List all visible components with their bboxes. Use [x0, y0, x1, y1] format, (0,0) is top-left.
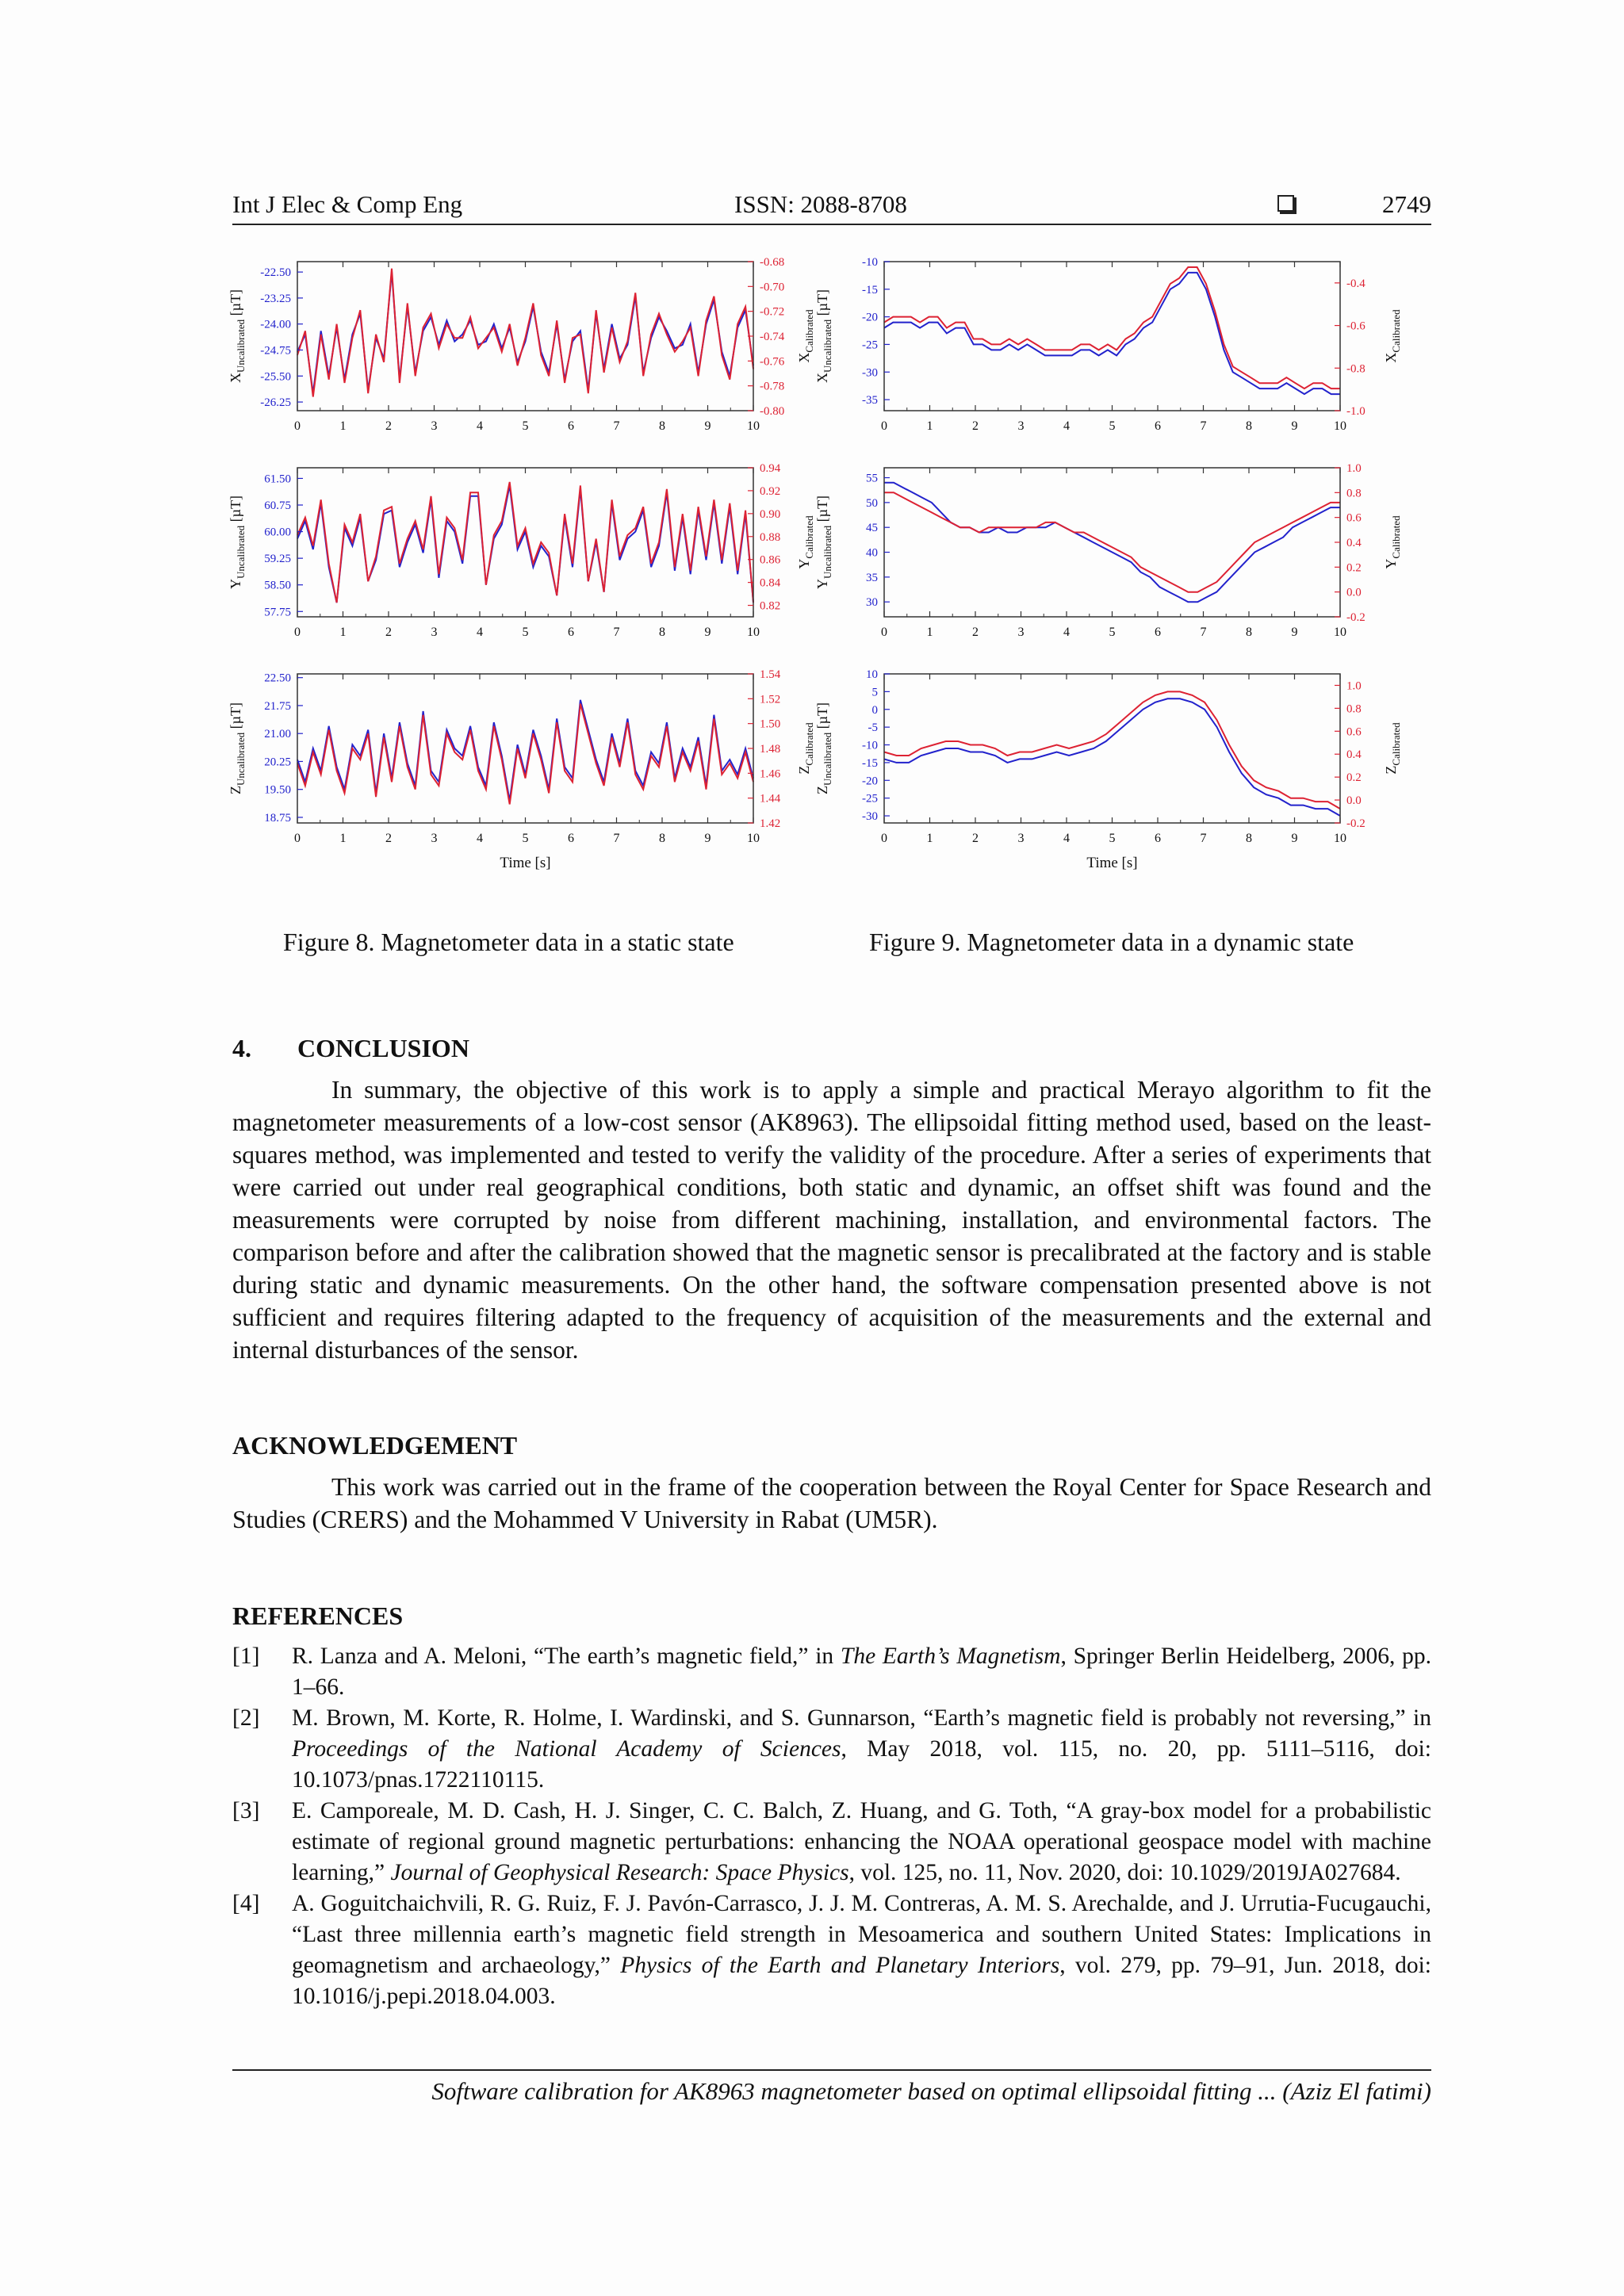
y-right-tick-label: 1.44	[760, 792, 781, 806]
x-tick-label: 0	[294, 832, 301, 845]
y-right-tick-label: 0.2	[1346, 771, 1362, 785]
x-tick-label: 2	[385, 419, 392, 433]
y-left-tick-label: 0	[871, 703, 878, 717]
acknowledgement-paragraph: This work was carried out in the frame of the cooperation between the Royal Center for Space Research and Studies (CRERS) and the Mohammed V University in Rabat (UM5R).	[232, 1473, 1431, 1533]
y-left-axis-label	[228, 702, 247, 794]
x-tick-label: 6	[1155, 626, 1161, 639]
y-right-tick-label: 0.4	[1346, 537, 1362, 549]
series-calibrated-line	[297, 482, 753, 603]
y-left-tick-label: -10	[862, 256, 878, 269]
y-left-tick-label: 40	[866, 546, 878, 560]
x-tick-label: 4	[1063, 832, 1070, 845]
y-right-tick-label: 0.84	[760, 576, 781, 590]
x-axis-label: Time [s]	[500, 855, 551, 871]
svg-text:ZUncalibrated [µT]: $Z_{Uncalibrated}$ [µT]	[228, 702, 247, 794]
y-right-tick-label: 0.6	[1346, 725, 1362, 739]
svg-text:XCalibrated: $X_{Calibrated}$	[796, 309, 815, 363]
reference-text: M. Brown, M. Korte, R. Holme, I. Wardinski, and S. Gunnarson, “Earth’s magnetic field is probably not reversing,” in Proceedings of the National Academy of Sciences, May 2018, vol. 115, no. 20, pp. 5111–5116, doi: 10.1073/pnas.1722110115.	[292, 1705, 1431, 1793]
acknowledgement-body	[232, 1471, 1431, 1536]
x-tick-label: 3	[1017, 832, 1025, 845]
y-left-axis-label	[228, 496, 247, 589]
conclusion-paragraph: In summary, the objective of this work is to apply a simple and practical Merayo algorithm to fit the magnetometer measurements of a low-cost sensor (AK8963). The ellipsoidal fitting method used, based on the least-squares method, was implemented and tested to verify the validity of the procedure. After a series of experiments that were carried out under real geographical conditions, both static and dynamic, an offset shift was found and the measurements were corrupted by noise from different machining, installation, and environmental factors. The comparison before and after the calibration showed that the magnetic sensor is precalibrated at the factory and is stable during static and dynamic measurements. On the other hand, the software compensation presented above is not sufficient and requires filtering adapted to the frequency of acquisition of the measurements and the external and internal disturbances of the sensor.	[232, 1076, 1431, 1364]
x-tick-label: 5	[522, 419, 529, 433]
chart-static-z	[226, 666, 829, 896]
y-right-tick-label: 1.52	[760, 693, 781, 706]
svg-text:YCalibrated: $Y_{Calibrated}$	[1383, 515, 1402, 569]
y-right-tick-label: 1.0	[1346, 462, 1362, 475]
x-tick-label: 10	[747, 832, 760, 845]
svg-text:YCalibrated: $Y_{Calibrated}$	[796, 515, 815, 569]
x-tick-label: 9	[704, 626, 711, 639]
x-tick-label: 7	[1200, 832, 1207, 845]
svg-text:ZUncalibrated [µT]: $Z_{Uncalibrated}$ [µT]	[814, 702, 833, 794]
series-calibrated-line	[884, 691, 1340, 809]
y-left-tick-label: -25	[862, 339, 878, 352]
page-number: 2749	[1382, 190, 1431, 218]
x-tick-label: 4	[1063, 626, 1070, 639]
y-right-tick-label: 1.42	[760, 817, 781, 830]
x-tick-label: 9	[1291, 626, 1298, 639]
y-left-tick-label: 50	[866, 496, 878, 510]
svg-text:ZCalibrated: $Z_{Calibrated}$	[1383, 722, 1402, 775]
x-tick-label: 3	[431, 626, 438, 639]
x-tick-label: 9	[704, 832, 711, 845]
y-right-tick-label: -0.74	[760, 331, 785, 343]
svg-text:YUncalibrated [µT]: $Y_{Uncalibrated}$ [µT]	[228, 496, 247, 589]
x-tick-label: 8	[1246, 832, 1252, 845]
y-left-tick-label: 10	[866, 668, 878, 681]
y-left-axis-label	[228, 289, 247, 383]
x-tick-label: 0	[881, 626, 887, 639]
x-tick-label: 1	[926, 832, 933, 845]
y-left-tick-label: 60.00	[264, 526, 291, 539]
x-tick-label: 6	[568, 832, 574, 845]
y-right-tick-label: -0.72	[760, 305, 785, 319]
reference-text: R. Lanza and A. Meloni, “The earth’s magnetic field,” in The Earth’s Magnetism, Springer Berlin Heidelberg, 2006, pp. 1–66.	[292, 1644, 1431, 1700]
x-tick-label: 6	[1155, 419, 1161, 433]
x-tick-label: 5	[1109, 419, 1116, 433]
y-right-tick-label: 0.92	[760, 484, 781, 498]
y-right-tick-label: 0.0	[1346, 586, 1362, 599]
x-tick-label: 6	[568, 626, 574, 639]
y-right-tick-label: -0.4	[1346, 277, 1365, 290]
x-tick-label: 10	[747, 419, 760, 433]
y-right-tick-label: 0.88	[760, 530, 781, 544]
conclusion-heading	[232, 1034, 469, 1063]
figure-8-caption: Figure 8. Magnetometer data in a static state	[283, 928, 734, 956]
y-right-tick-label: -0.70	[760, 281, 785, 294]
x-tick-label: 6	[1155, 832, 1161, 845]
y-left-tick-label: 60.75	[264, 499, 291, 512]
x-tick-label: 10	[1334, 419, 1346, 433]
plot-frame	[297, 468, 753, 617]
y-left-tick-label: -5	[868, 721, 878, 735]
series-uncalibrated-line	[884, 483, 1340, 602]
x-tick-label: 0	[294, 626, 301, 639]
y-left-tick-label: 21.75	[264, 699, 291, 713]
x-tick-label: 4	[477, 626, 483, 639]
y-left-tick-label: 59.25	[264, 553, 291, 566]
y-left-tick-label: 45	[866, 522, 878, 535]
y-right-tick-label: -0.78	[760, 380, 785, 393]
y-left-tick-label: -26.25	[260, 396, 291, 410]
reference-text: A. Goguitchaichvili, R. G. Ruiz, F. J. Pavón-Carrasco, J. J. M. Contreras, A. M. S. Arechalde, and J. Urrutia-Fucugauchi, “Last three millennia earth’s magnetic field strength in Mesoamerica and southern United States: Implications in geomagnetism and archaeology,” Physics of the Earth and Planetary Interiors, vol. 279, pp. 79–91, Jun. 2018, doi: 10.1016/j.pepi.2018.04.003.	[292, 1891, 1431, 2009]
y-right-tick-label: 0.90	[760, 507, 781, 521]
y-left-tick-label: -24.75	[260, 344, 291, 358]
x-tick-label: 7	[613, 832, 620, 845]
y-right-tick-label: 0.86	[760, 553, 781, 567]
y-right-tick-label: 0.0	[1346, 794, 1362, 808]
y-left-tick-label: 5	[871, 686, 878, 699]
x-tick-label: 4	[1063, 419, 1070, 433]
y-right-tick-label: 1.0	[1346, 679, 1362, 693]
y-right-axis-label	[1383, 515, 1402, 569]
y-right-tick-label: 1.54	[760, 668, 781, 681]
x-tick-label: 0	[881, 832, 887, 845]
plot-frame	[884, 468, 1340, 617]
x-tick-label: 2	[972, 832, 979, 845]
y-right-tick-label: 1.48	[760, 743, 781, 756]
y-left-tick-label: 21.00	[264, 728, 291, 741]
x-tick-label: 10	[1334, 626, 1346, 639]
x-tick-label: 7	[613, 419, 620, 433]
y-left-tick-label: -15	[862, 756, 878, 770]
svg-text:XUncalibrated [µT]: $X_{Uncalibrated}$ [µT]	[228, 289, 247, 383]
y-left-tick-label: -20	[862, 311, 878, 324]
x-tick-label: 2	[972, 626, 979, 639]
x-tick-label: 4	[477, 832, 483, 845]
acknowledgement-heading: ACKNOWLEDGEMENT	[232, 1431, 518, 1460]
reference-number: [2]	[232, 1705, 260, 1731]
svg-text:YUncalibrated [µT]: $Y_{Uncalibrated}$ [µT]	[814, 496, 833, 589]
series-uncalibrated-line	[884, 698, 1340, 816]
y-right-tick-label: 0.82	[760, 599, 781, 613]
y-left-tick-label: 22.50	[264, 672, 291, 685]
y-left-tick-label: -35	[862, 394, 878, 408]
x-tick-label: 1	[339, 419, 347, 433]
references-heading: REFERENCES	[232, 1601, 404, 1630]
x-tick-label: 3	[1017, 419, 1025, 433]
journal-name: Int J Elec & Comp Eng	[232, 190, 463, 218]
y-left-axis-label	[814, 289, 833, 383]
x-tick-label: 8	[659, 419, 665, 433]
chart-static-x	[226, 254, 829, 444]
y-left-axis-label	[814, 496, 833, 589]
y-right-tick-label: -0.2	[1346, 817, 1365, 830]
footer-rule	[232, 2069, 1431, 2071]
reference-number: [1]	[232, 1644, 260, 1669]
y-left-tick-label: 30	[866, 596, 878, 610]
x-tick-label: 0	[294, 419, 301, 433]
y-right-tick-label: -0.6	[1346, 320, 1365, 333]
y-left-tick-label: 18.75	[264, 811, 291, 825]
y-right-tick-label: -0.68	[760, 256, 785, 269]
square-icon	[1277, 195, 1294, 212]
plot-frame	[297, 674, 753, 823]
section-title: CONCLUSION	[297, 1034, 469, 1062]
x-tick-label: 7	[613, 626, 620, 639]
x-tick-label: 3	[431, 419, 438, 433]
y-right-tick-label: 0.94	[760, 462, 781, 475]
chart-static-y	[226, 460, 829, 650]
y-left-tick-label: -23.25	[260, 292, 291, 305]
reference-item	[232, 1703, 1431, 1796]
x-tick-label: 9	[1291, 419, 1298, 433]
y-left-tick-label: -30	[862, 366, 878, 380]
x-tick-label: 1	[926, 419, 933, 433]
series-uncalibrated-line	[297, 700, 753, 801]
y-right-tick-label: -0.8	[1346, 362, 1365, 376]
x-tick-label: 0	[881, 419, 887, 433]
y-right-tick-label: -0.80	[760, 405, 785, 418]
x-tick-label: 10	[747, 626, 760, 639]
svg-text:XCalibrated: $X_{Calibrated}$	[1383, 309, 1402, 363]
y-right-tick-label: 0.2	[1346, 561, 1362, 575]
x-tick-label: 5	[1109, 832, 1116, 845]
x-tick-label: 7	[1200, 419, 1207, 433]
reference-item	[232, 1641, 1431, 1703]
references-list	[232, 1641, 1431, 2012]
y-left-tick-label: 20.25	[264, 756, 291, 769]
x-tick-label: 2	[385, 832, 392, 845]
y-left-tick-label: 61.50	[264, 473, 291, 486]
x-tick-label: 3	[1017, 626, 1025, 639]
y-left-axis-label	[814, 702, 833, 794]
x-tick-label: 3	[431, 832, 438, 845]
x-tick-label: 9	[1291, 832, 1298, 845]
x-tick-label: 8	[1246, 626, 1252, 639]
reference-item	[232, 1796, 1431, 1888]
y-left-tick-label: -20	[862, 775, 878, 788]
y-left-tick-label: 35	[866, 571, 878, 584]
y-left-tick-label: -25.50	[260, 370, 291, 384]
x-tick-label: 8	[659, 832, 665, 845]
svg-text:XUncalibrated [µT]: $X_{Uncalibrated}$ [µT]	[814, 289, 833, 383]
x-tick-label: 10	[1334, 832, 1346, 845]
y-right-tick-label: 0.4	[1346, 748, 1362, 762]
y-right-axis-label	[1383, 309, 1402, 363]
figure-9-caption: Figure 9. Magnetometer data in a dynamic state	[869, 928, 1354, 956]
y-right-tick-label: 0.8	[1346, 487, 1362, 500]
y-right-tick-label: -0.76	[760, 355, 785, 369]
x-axis-label: Time [s]	[1086, 855, 1138, 871]
y-left-tick-label: -24.00	[260, 318, 291, 331]
svg-text:ZCalibrated: $Z_{Calibrated}$	[796, 722, 815, 775]
y-left-tick-label: -10	[862, 739, 878, 752]
x-tick-label: 1	[339, 626, 347, 639]
x-tick-label: 8	[659, 626, 665, 639]
running-header	[232, 190, 1431, 225]
x-tick-label: 1	[926, 626, 933, 639]
y-right-tick-label: 1.50	[760, 718, 781, 731]
conclusion-body	[232, 1073, 1431, 1366]
y-left-tick-label: -30	[862, 810, 878, 824]
y-left-tick-label: -25	[862, 792, 878, 806]
y-right-axis-label	[1383, 722, 1402, 775]
y-left-tick-label: 19.50	[264, 783, 291, 797]
x-tick-label: 5	[522, 626, 529, 639]
issn: ISSN: 2088-8708	[734, 190, 907, 218]
chart-dynamic-x	[813, 254, 1415, 444]
x-tick-label: 1	[339, 832, 347, 845]
series-uncalibrated-line	[297, 485, 753, 603]
running-footer: Software calibration for AK8963 magnetometer based on optimal ellipsoidal fitting ... (Aziz El fatimi)	[431, 2077, 1431, 2105]
reference-number: [4]	[232, 1891, 260, 1916]
y-right-tick-label: -1.0	[1346, 405, 1365, 418]
y-right-tick-label: 0.6	[1346, 511, 1362, 525]
x-tick-label: 5	[522, 832, 529, 845]
y-left-tick-label: -22.50	[260, 266, 291, 280]
y-right-tick-label: -0.2	[1346, 611, 1365, 624]
y-left-tick-label: 58.50	[264, 579, 291, 592]
y-right-tick-label: 1.46	[760, 767, 781, 781]
x-tick-label: 9	[704, 419, 711, 433]
y-left-tick-label: 55	[866, 472, 878, 485]
x-tick-label: 2	[972, 419, 979, 433]
x-tick-label: 6	[568, 419, 574, 433]
reference-text: E. Camporeale, M. D. Cash, H. J. Singer, C. C. Balch, Z. Huang, and G. Toth, “A gray-box model for a probabilistic estimate of regional ground magnetic perturbations: enhancing the NOAA operational geospace model with machine learning,” Journal of Geophysical Research: Space Physics, vol. 125, no. 11, Nov. 2020, doi: 10.1029/2019JA027684.	[292, 1798, 1431, 1885]
x-tick-label: 2	[385, 626, 392, 639]
x-tick-label: 4	[477, 419, 483, 433]
series-calibrated-line	[884, 492, 1340, 591]
y-right-tick-label: 0.8	[1346, 702, 1362, 716]
x-tick-label: 5	[1109, 626, 1116, 639]
reference-number: [3]	[232, 1798, 260, 1823]
series-calibrated-line	[884, 267, 1340, 388]
reference-item	[232, 1888, 1431, 2012]
y-left-tick-label: -15	[862, 283, 878, 297]
y-left-tick-label: 57.75	[264, 606, 291, 619]
series-uncalibrated-line	[884, 273, 1340, 394]
x-tick-label: 7	[1200, 626, 1207, 639]
chart-dynamic-z	[813, 666, 1415, 896]
chart-dynamic-y	[813, 460, 1415, 650]
section-number: 4.	[232, 1034, 251, 1062]
series-calibrated-line	[297, 269, 753, 397]
x-tick-label: 8	[1246, 419, 1252, 433]
